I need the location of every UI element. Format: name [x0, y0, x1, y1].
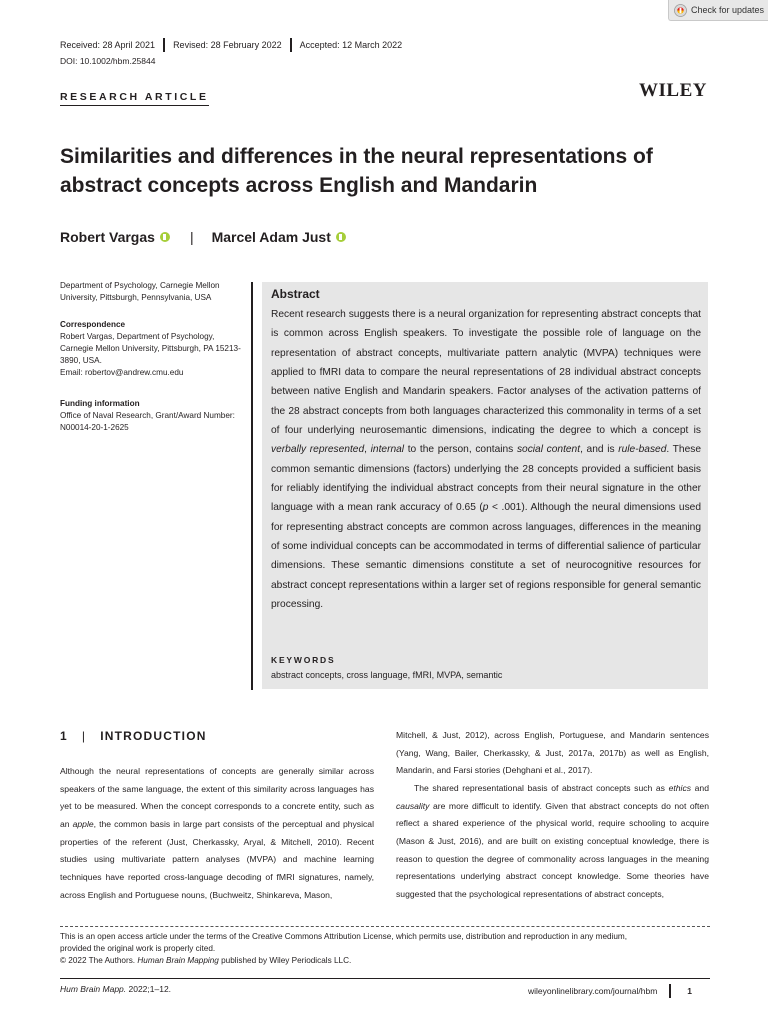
intro-paragraph: The shared representational basis of abstract concepts such as ethics and causality are more difficult to identify. Given that abstract concepts do not often reflect a shared experience of the physical world, require schooling to acquire (Mason & Just, 2016), and are built on existing conceptual knowledge, there is reason to question the degree of commonality across languages in the meaning representations underlying abstract concept knowledge. Some theories have suggested that the psychological representations of abstract concepts, — [396, 782, 709, 899]
title-line-2: abstract concepts across English and Mandarin — [60, 174, 538, 197]
license-divider — [60, 926, 710, 927]
crossmark-icon — [674, 4, 687, 17]
correspondence-email: Email: robertov@andrew.cmu.edu — [60, 368, 184, 377]
footer-rule — [60, 978, 710, 979]
funding-information — [60, 398, 245, 434]
keywords-heading: KEYWORDS — [271, 655, 336, 665]
section-divider: | — [81, 729, 87, 743]
funding-heading: Funding information — [60, 399, 140, 408]
intro-left-column — [60, 763, 374, 904]
footer-right — [528, 984, 692, 998]
received-date: Received: 28 April 2021 — [60, 40, 156, 50]
doi: DOI: 10.1002/hbm.25844 — [60, 56, 156, 66]
author-name: Robert Vargas — [60, 229, 155, 245]
date-divider — [290, 38, 292, 52]
section-heading — [60, 729, 207, 743]
abstract-rule — [251, 282, 253, 690]
correspondence — [60, 319, 245, 379]
funding-body: Office of Naval Research, Grant/Award Number: N00014-20-1-2625 — [60, 411, 235, 432]
correspondence-body: Robert Vargas, Department of Psychology, Carnegie Mellon University, Pittsburgh, PA 15213-3890, USA. — [60, 332, 241, 365]
license-notice — [60, 931, 710, 968]
intro-right-column — [396, 727, 709, 904]
article-type: RESEARCH ARTICLE — [60, 91, 209, 106]
keywords-list: abstract concepts, cross language, fMRI, MVPA, semantic — [271, 670, 503, 680]
section-title: INTRODUCTION — [100, 729, 207, 743]
article-dates — [60, 38, 402, 52]
journal-url-link[interactable]: wileyonlinelibrary.com/journal/hbm — [528, 986, 658, 996]
author-separator: | — [189, 229, 194, 245]
revised-date: Revised: 28 February 2022 — [173, 40, 282, 50]
section-number: 1 — [60, 729, 68, 743]
orcid-icon[interactable] — [160, 232, 170, 242]
journal-citation: Hum Brain Mapp. 2022;1–12. — [60, 984, 172, 994]
abstract-heading: Abstract — [271, 287, 320, 301]
date-divider — [163, 38, 165, 52]
license-line-1: This is an open access article under the terms of the Creative Commons Attribution License, which permits use, distribution and reproduction in any medium, — [60, 932, 628, 941]
title-line-1: Similarities and differences in the neural representations of — [60, 145, 653, 168]
abstract-text: Recent research suggests there is a neural organization for representing abstract concepts that is common across English speakers. To investigate the possible role of language on the representation of abstract concepts, multivariate pattern analytic (MVPA) techniques were applied to fMRI data to compare the neural representations of 28 individual abstract concepts between native English and Mandarin speakers. Factor analyses of the activation patterns of the 28 abstract concepts from both languages characterized this commonality in terms of a set of four underlying neurosemantic dimensions, indicating the degree to which a concept is verbally represented, internal to the person, contains social content, and is rule-based. These common semantic dimensions (factors) underlying the 28 concepts provided a sufficient basis for reliably identifying the individual abstract concepts from their neural signature in the other language with a mean rank accuracy of 0.65 (p < .001). Although the neural dimensions used for representing abstract concepts are common across languages, differences in the meaning of some individual concepts can be accommodated in terms of differential salience of particular dimensions. These semantic dimensions constitute a set of neurocognitive resources for abstract concept representations within a larger set of regions responsible for general semantic processing. — [271, 309, 701, 611]
orcid-icon[interactable] — [336, 232, 346, 242]
publisher-logo: WILEY — [639, 80, 707, 101]
intro-paragraph: Although the neural representations of concepts are generally similar across speakers of the same language, the extent of this similarity across languages has yet to be measured. When the concept corresponds to a concrete entity, such as an apple, the common basis in large part consists of the perceptual and physical properties of the referent (Just, Cherkassky, Aryal, & Mitchell, 2010). Recent studies using multivariate pattern analyses (MVPA) and machine learning techniques have reported cross-language decoding of fMRI signatures, namely, across English and Portuguese nouns, (Buchweitz, Shinkareva, Mason, — [60, 766, 374, 900]
footer-divider — [669, 984, 671, 998]
copyright: © 2022 The Authors. Human Brain Mapping published by Wiley Periodicals LLC. — [60, 956, 352, 966]
intro-paragraph: Mitchell, & Just, 2012), across English, Portuguese, and Mandarin sentences (Yang, Wang, Bailer, Cherkassky, & Just, 2017a, 2017b) as well as English, Mandarin, and Farsi stories (Dehghani et al., 2017). — [396, 730, 709, 776]
author-name: Marcel Adam Just — [211, 229, 331, 245]
accepted-date: Accepted: 12 March 2022 — [299, 40, 403, 50]
check-for-updates-label: Check for updates — [691, 5, 765, 15]
affiliation: Department of Psychology, Carnegie Mellon University, Pittsburgh, Pennsylvania, USA — [60, 281, 220, 302]
license-line-2: provided the original work is properly cited. — [60, 944, 216, 954]
correspondence-heading: Correspondence — [60, 320, 126, 329]
article-title — [60, 142, 700, 200]
page-number: 1 — [687, 986, 693, 996]
check-for-updates-button[interactable] — [668, 0, 768, 21]
author-list — [60, 229, 346, 245]
